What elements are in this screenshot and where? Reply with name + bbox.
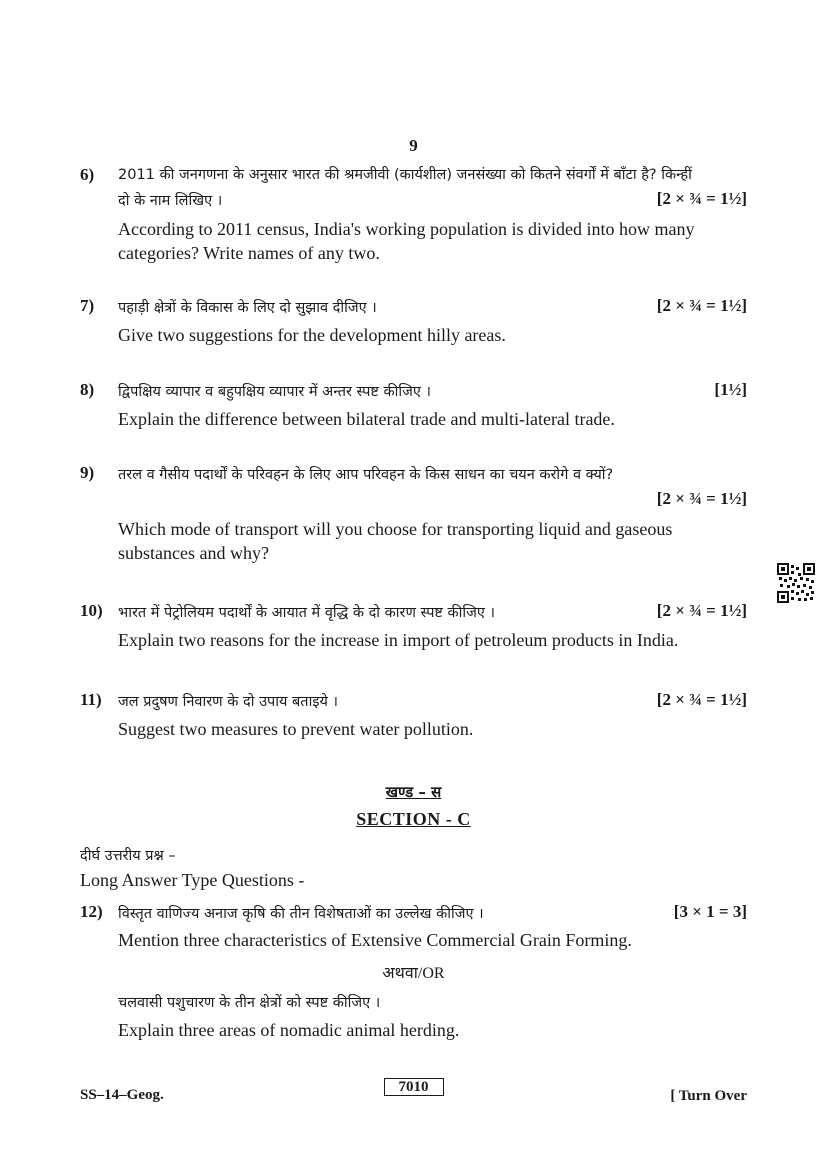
question-hindi-text: भारत में पेट्रोलियम पदार्थों के आयात में वृद्धि के दो कारण स्पष्ट कीजिए । [118,605,496,621]
section-title-hindi: खण्ड – स [385,783,442,801]
question-hindi-text: जल प्रदुषण निवारण के दो उपाय बताइये । [118,694,338,710]
section-type-english: Long Answer Type Questions - [80,870,305,890]
question-hindi-text: विस्तृत वाणिज्य अनाज कृषि की तीन विशेषताओं का उल्लेख कीजिए । [118,906,484,922]
question-english-text: substances and why? [118,543,269,563]
question-hindi-text: 2011 की जनगणना के अनुसार भारत की श्रमजीवी (कार्यशील) जनसंख्या को कितने संवर्गों में बाँटा है? किन्हीं [118,167,692,183]
marks-label: [2 × ¾ = 1½] [656,489,747,508]
question-number: 8) [80,380,95,399]
marks-label: [2 × ¾ = 1½] [656,601,747,620]
section-type-hindi: दीर्घ उत्तरीय प्रश्न – [80,848,176,864]
marks-label: [2 × ¾ = 1½] [656,189,747,208]
qr-code-icon [777,563,815,603]
question-english-text: Explain two reasons for the increase in import of petroleum products in India. [118,630,679,650]
alternate-question-hindi: चलवासी पशुचारण के तीन क्षेत्रों को स्पष्ट कीजिए । [118,995,381,1011]
question-number: 10) [80,601,103,620]
question-number: 7) [80,296,95,315]
question-english-text: Explain the difference between bilateral trade and multi-lateral trade. [118,409,615,429]
marks-label: [1½] [714,380,747,399]
question-english-text: According to 2011 census, India's working population is divided into how many [118,219,695,239]
question-hindi-text: पहाड़ी क्षेत्रों के विकास के लिए दो सुझाव दीजिए । [118,300,377,316]
question-english-text: Mention three characteristics of Extensive Commercial Grain Forming. [118,930,632,950]
question-english-text: Give two suggestions for the development hilly areas. [118,325,506,345]
marks-label: [2 × ¾ = 1½] [656,690,747,709]
question-number: 9) [80,463,95,482]
section-title-english: SECTION - C [356,809,471,829]
question-number: 11) [80,690,102,709]
page-code: 7010 [384,1078,444,1096]
question-hindi-text: द्विपक्षिय व्यापार व बहुपक्षिय व्यापार में अन्तर स्पष्ट कीजिए । [118,384,431,400]
question-number: 6) [80,165,95,184]
question-english-text: Suggest two measures to prevent water pollution. [118,719,474,739]
alternate-question-english: Explain three areas of nomadic animal herding. [118,1020,460,1040]
question-number: 12) [80,902,103,921]
question-hindi-text: दो के नाम लिखिए । [118,193,223,209]
question-hindi-text: तरल व गैसीय पदार्थों के परिवहन के लिए आप परिवहन के किस साधन का चयन करोगे व क्यों? [118,467,614,483]
or-separator: अथवा/OR [382,965,445,982]
page-number: 9 [409,136,418,155]
turn-over-label: [ Turn Over [670,1088,747,1104]
question-english-text: categories? Write names of any two. [118,243,380,263]
marks-label: [2 × ¾ = 1½] [656,296,747,315]
marks-label: [3 × 1 = 3] [673,902,747,921]
paper-code: SS–14–Geog. [80,1087,164,1103]
question-english-text: Which mode of transport will you choose for transporting liquid and gaseous [118,519,673,539]
